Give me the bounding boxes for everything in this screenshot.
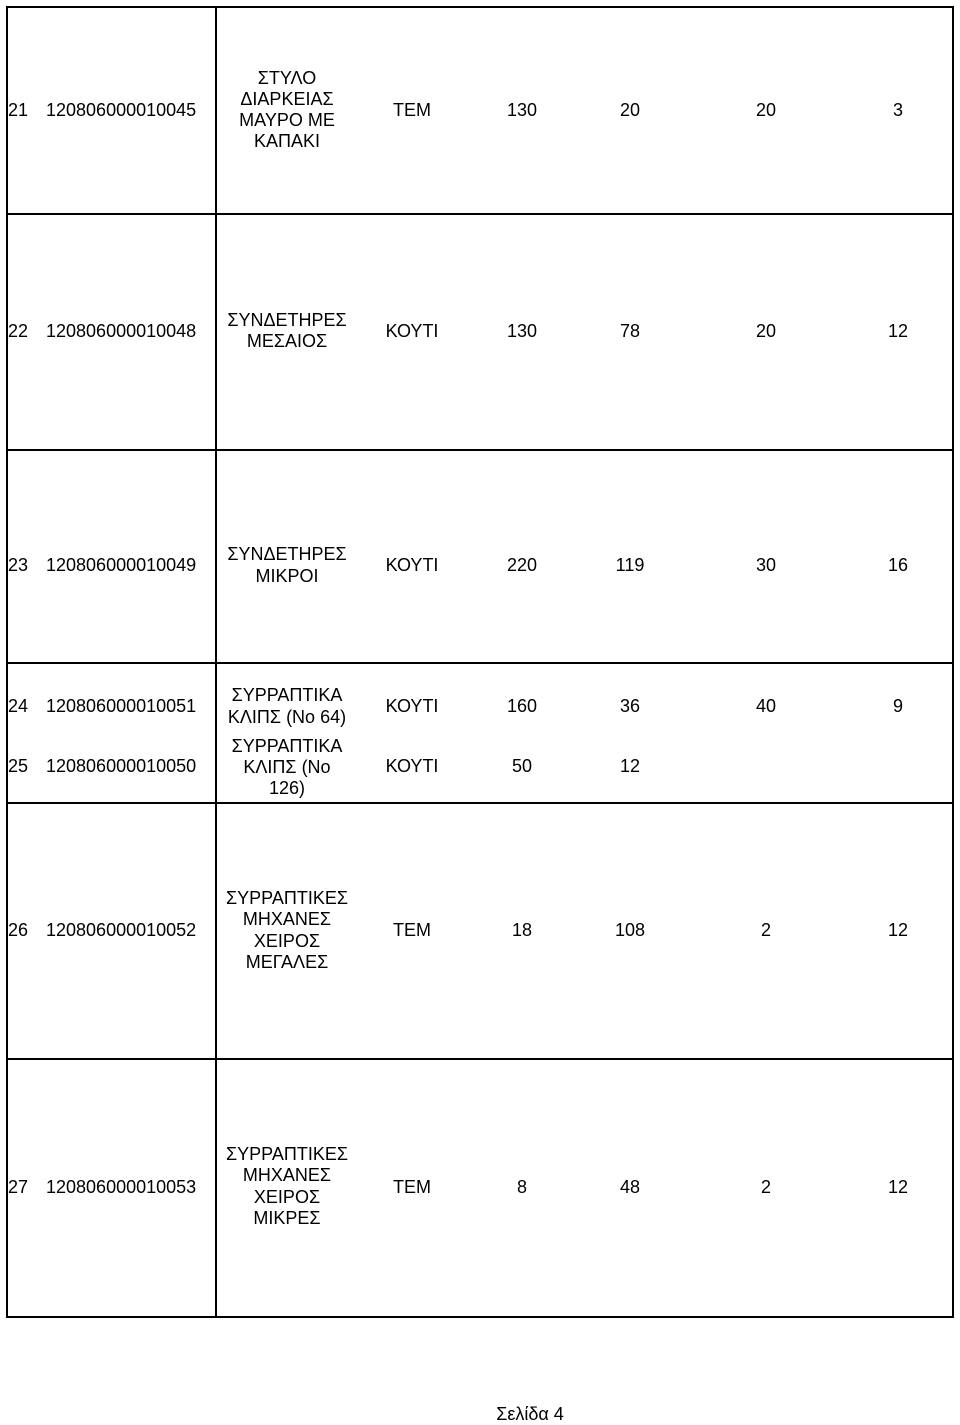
page-number: Σελίδα 4 [496,1404,564,1424]
quantity-3: 40 [755,696,777,716]
quantity-1: 160 [506,696,538,716]
quantity-1: 8 [516,1177,527,1197]
quantity-2: 78 [619,321,641,341]
unit: TEM [393,1177,431,1197]
row-number: 23 [8,555,29,575]
item-description-line: ΚΑΠΑΚΙ [253,131,321,151]
row-divider [6,1058,954,1060]
quantity-3: 30 [755,555,777,575]
item-description-line: ΧΕΙΡΟΣ [253,931,321,951]
quantity-2: 48 [619,1177,641,1197]
unit: ΚΟΥΤΙ [385,321,439,341]
item-description-line: ΜΕΣΑΙΟΣ [246,331,328,351]
table-border-top [6,6,954,8]
item-description-line: ΣΥΡΡΑΠΤΙΚΑ [231,685,343,705]
table-border-left [6,6,8,1317]
item-description-line: ΧΕΙΡΟΣ [253,1187,321,1207]
unit: TEM [393,920,431,940]
quantity-3: 2 [760,1177,771,1197]
row-divider [6,662,954,664]
unit: ΚΟΥΤΙ [385,555,439,575]
row-number: 22 [8,321,29,341]
item-description-line: ΣΥΡΡΑΠΤΙΚΕΣ [226,888,348,908]
quantity-4: 9 [892,696,903,716]
table-border-bottom [6,1316,954,1318]
item-code: 120806000010050 [46,756,197,776]
row-number: 24 [8,696,29,716]
quantity-3: 2 [760,920,771,940]
item-description-line: ΣΥΡΡΑΠΤΙΚΑ [231,736,343,756]
quantity-3: 20 [755,100,777,120]
item-description-line: 126) [268,778,306,798]
item-description-line: ΚΛΙΠΣ (Νο [243,757,331,777]
quantity-2: 20 [619,100,641,120]
item-description-line: ΜΑΥΡΟ ΜΕ [239,110,335,130]
quantity-1: 130 [506,100,538,120]
item-description-line: ΣΥΝΔΕΤΗΡΕΣ [227,544,347,564]
quantity-4: 12 [887,920,909,940]
item-description-line: ΚΛΙΠΣ (Νο 64) [227,707,347,727]
column-divider [215,6,217,1317]
item-description-line: ΣΤΥΛΟ [257,68,317,88]
quantity-1: 50 [511,756,533,776]
row-divider [6,449,954,451]
item-code: 120806000010051 [46,696,197,716]
item-description-line: ΣΥΡΡΑΠΤΙΚΕΣ [226,1144,348,1164]
quantity-2: 36 [619,696,641,716]
item-description-line: ΔΙΑΡΚΕΙΑΣ [240,89,334,109]
unit: TEM [393,100,431,120]
table-border-right [952,6,954,1317]
item-code: 120806000010052 [46,920,197,940]
unit: ΚΟΥΤΙ [385,756,439,776]
row-number: 25 [8,756,29,776]
quantity-3: 20 [755,321,777,341]
row-number: 21 [8,100,29,120]
row-number: 27 [8,1177,29,1197]
quantity-2: 108 [614,920,646,940]
quantity-1: 220 [506,555,538,575]
item-description-line: ΜΙΚΡΕΣ [253,1208,321,1228]
quantity-4: 12 [887,321,909,341]
quantity-4: 12 [887,1177,909,1197]
row-number: 26 [8,920,29,940]
item-description-line: ΣΥΝΔΕΤΗΡΕΣ [227,310,347,330]
quantity-1: 130 [506,321,538,341]
item-code: 120806000010053 [46,1177,197,1197]
quantity-1: 18 [511,920,533,940]
unit: ΚΟΥΤΙ [385,696,439,716]
item-description-line: ΜΗΧΑΝΕΣ [242,909,332,929]
item-description-line: ΜΕΓΑΛΕΣ [245,952,329,972]
item-code: 120806000010045 [46,100,197,120]
item-code: 120806000010048 [46,321,197,341]
quantity-4: 16 [887,555,909,575]
row-divider [6,213,954,215]
quantity-2: 12 [619,756,641,776]
item-code: 120806000010049 [46,555,197,575]
quantity-2: 119 [615,555,645,575]
quantity-4: 3 [892,100,903,120]
item-description-line: ΜΙΚΡΟΙ [255,566,319,586]
row-divider [6,802,954,804]
item-description-line: ΜΗΧΑΝΕΣ [242,1165,332,1185]
